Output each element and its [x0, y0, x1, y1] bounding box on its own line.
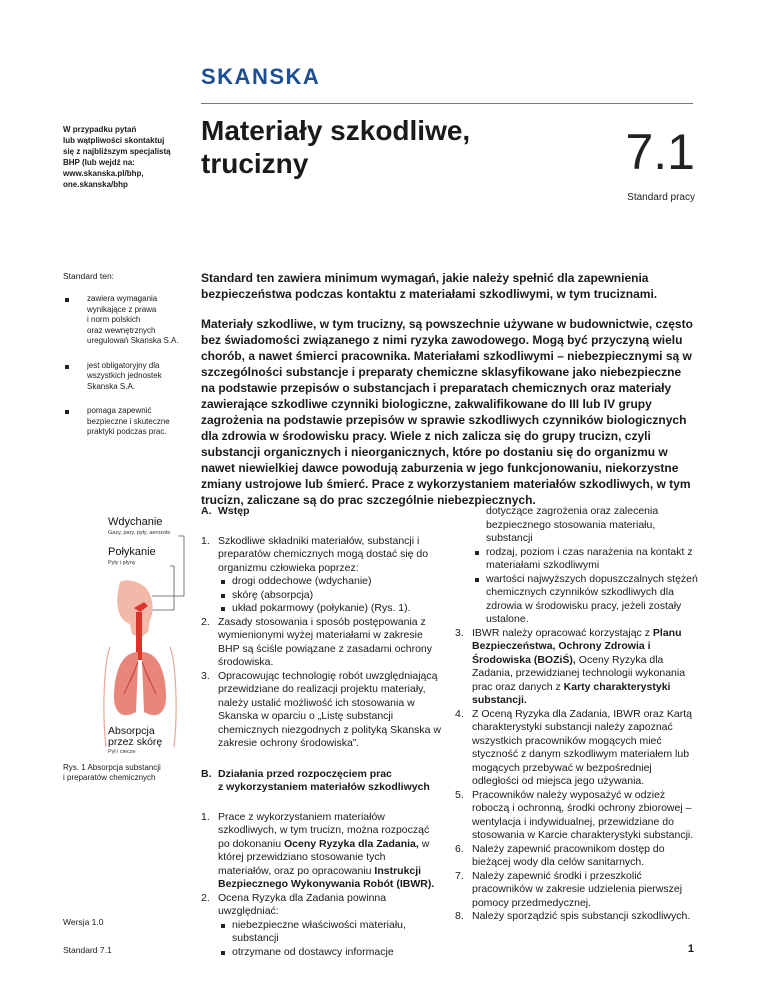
standard-number: 7.1: [625, 124, 695, 180]
head-icon: [117, 580, 152, 638]
contact-info: W przypadku pytań lub wątpliwości skontaktuj się z najbliższym specjalistą BHP (lub wejdź na: www.skanska.pl/bhp, one.skanska/bhp: [63, 124, 183, 190]
sidebar-heading: Standard ten:: [63, 271, 115, 281]
list-item: rodzaj, poziom i czas narażenia na kontakt z materiałami szkodliwymi: [472, 546, 700, 573]
section-b-heading: B. Działania przed rozpoczęciem prac z wykorzystaniem materiałów szkodliwych: [201, 767, 430, 793]
connector-line: [152, 536, 184, 596]
list-item: 6. Należy zapewnić pracownikom dostęp do bieżącej wody dla celów sanitarnych.: [455, 842, 665, 868]
intro-paragraph-2: Materiały szkodliwe, w tym trucizny, są powszechnie używane w budownictwie, często bez świadomości związanego z nimi ryzyka zawodowego. Mogą być przyczyną wielu chorób, a nawet śmierci pracownika. Materiałami szkodliwymi – niebezpiecznymi są w szczególności substancje i preparaty chemiczne sklasyfikowane jako niebezpieczne na podstawie przepisów o substancjach i preparatach chemicznych oraz materiały zawierające szkodliwe czynniki biologiczne, zakwalifikowane do III lub IV grupy zagrożenia na podstawie przepisów w sprawie szkodliwych czynników biologicznych dla zdrowia w środowisku pracy. Wiele z nich zalicza się do grupy trucizn, czyli substancji organicznych i nieorganicznych, które po dostaniu się do organizmu w nawet niewielkiej dawce powodują zaburzenia w jego funkcjonowaniu, niekorzystne zmiany ustrojowe lub śmierć. Prace z wykorzystaniem materiałów szkodliwych, w tym trucizn, zaliczane są do prac szczególnie niebezpiecznych.: [201, 317, 693, 507]
list-item: 3. IBWR należy opracować korzystając z Planu Bezpieczeństwa, Ochrony Zdrowia i Środowiska (BOZiŚ), Oceny Ryzyka dla Zadania, przewidzianej technologii wykonania prac oraz danych z Karty charakterystyki substancji.: [455, 626, 686, 706]
list-item: 4. Z Oceną Ryzyka dla Zadania, IBWR oraz Kartą charakterystyki substancji należy zapoznać wszystkich pracowników mogących mieć styczność z danym szkodliwym materiałem lub mogących przebywać w bezpośredniej odległości od miejsca jego używania.: [455, 707, 693, 787]
absorption-figure: [100, 512, 200, 757]
list-item: 2. Ocena Ryzyka dla Zadania powinna uwzględniać: niebezpieczne właściwości materiału, substancji otrzymane od dostawcy informacje: [201, 892, 441, 960]
section-a-heading: A. Wstęp: [201, 505, 250, 517]
list-item: 3. Opracowując technologię robót uwzględniającą przewidziane do realizacji projektu materiały, należy ustalić możliwość ich stosowania w Skanska w oparciu o „Listę substancji chemicznych niezgodnych z polityką Skanska w zakresie ochrony środowiska”.: [201, 669, 441, 749]
page-title: Materiały szkodliwe, trucizny: [201, 115, 471, 179]
svg-text:Gazy, pary, pyły, aerozole: Gazy, pary, pyły, aerozole: [108, 530, 171, 536]
sidebar-list: [63, 294, 188, 452]
list-item: 1. Prace z wykorzystaniem materiałów szkodliwych, w tym trucizn, można rozpocząć po dokonaniu Oceny Ryzyka dla Zadania, w której przewidziano stosowanie tych materiałów, oraz po opracowaniu Instrukcji Bezpiecznego Wykonywania Robót (IBWR).: [201, 810, 435, 890]
list-item: 2. Zasady stosowania i sposób postępowania z wymienionymi wyżej materiałami w zakresie BHP są ściśle powiązane z zasadami ochrony środowiska.: [201, 615, 432, 668]
figure-label-inhalation: Wdychanie: [108, 516, 163, 528]
list-item: 5. Pracowników należy wyposażyć w odzież roboczą i ochronną, środki ochrony zbiorowej – wentylacja i indywidualnej, przewidziane do stosowania w Karcie charakterystyki substancji.: [455, 788, 694, 841]
section-a-list: [201, 535, 441, 751]
document-type: Standard pracy: [627, 192, 695, 203]
left-lung-icon: [114, 652, 138, 715]
list-item: 7. Należy zapewnić środki i przeszkolić pracowników w zakresie udzielenia pierwszej pomocy przedmedycznej.: [455, 869, 683, 909]
svg-text:przez skórę: przez skórę: [108, 736, 163, 748]
figure-label-ingestion: Połykanie: [108, 546, 156, 558]
intro-paragraph: Standard ten zawiera minimum wymagań, jakie należy spełnić dla zapewnienia bezpieczeństwa podczas kontaktu z materiałami szkodliwymi, w tym truciznami.: [201, 271, 658, 301]
list-item: 8. Należy sporządzić spis substancji szkodliwych.: [455, 910, 691, 922]
one-skanska-link[interactable]: one.skanska/bhp: [63, 180, 128, 189]
connector-line: [152, 566, 174, 610]
footer-label: Standard 7.1: [63, 945, 112, 955]
content-column-2: dotyczące zagrożenia oraz zalecenia bezpiecznego stosowania materiału, substancji rodzaj, poziom i czas narażenia na kontakt z materiałami szkodliwymi wartości najwyższych dopuszczalnych stężeń chemicznych czynników szkodliwych dla zdrowia w środowisku pracy, jeżeli zostały ustalone. 3. IBWR należy opracować korzystając z Planu Bezpieczeństwa, Ochrony Zdrowia i Środowiska (BOZiŚ), Oceny Ryzyka dla Zadania, przewidzianej technologii wykonania prac oraz danych z Karty charakterystyki substancji. 4. Z Oceną Ryzyka dla Zadania, IBWR oraz Kartą charakterystyki substancji należy zapoznać wszystkich pracowników mogących mieć styczność z danym szkodliwym materiałem lub mogących przebywać w bezpośredniej odległości od miejsca jego używania. 5. Pracowników należy wyposażyć w odzież roboczą i ochronną, środki ochrony zbiorowej – wentylacja i indywidualnej, przewidziane do stosowania w Karcie charakterystyki substancji. 6. Należy zapewnić pracownikom dostęp do bieżącej wody dla celów sanitarnych. 7. Należy zapewnić środki i przeszkolić pracowników w zakresie udzielenia pierwszej pomocy przedmedycznej. 8. Należy sporządzić spis substancji szkodliwych.: [455, 505, 700, 924]
svg-text:Pył i ciecze: Pył i ciecze: [108, 749, 136, 755]
sidebar-item: pomaga zapewnić bezpieczne i skuteczne praktyki podczas prac.: [63, 406, 188, 438]
figure-caption: Rys. 1 Absorpcja substancji i preparatów chemicznych: [63, 763, 161, 782]
list-item: wartości najwyższych dopuszczalnych stężeń chemicznych czynników szkodliwych dla zdrowia w środowisku pracy, jeżeli zostały ustalone.: [472, 573, 700, 627]
svg-text:Pyły i płyny: Pyły i płyny: [108, 560, 136, 566]
page-number: 1: [687, 943, 694, 955]
content-column-1: [201, 505, 441, 959]
section-b-list: [201, 811, 441, 960]
header-divider: [201, 103, 693, 104]
version-label: Wersja 1.0: [63, 917, 104, 927]
sidebar-item: jest obligatoryjny dla wszystkich jednostek Skanska S.A.: [63, 361, 188, 393]
figure-label-absorption: Absorpcja: [108, 725, 155, 737]
bhp-link[interactable]: www.skanska.pl/bhp,: [63, 169, 144, 178]
right-lung-icon: [142, 652, 166, 715]
sidebar-item: zawiera wymagania wynikające z prawa i norm polskich oraz wewnętrznych uregulowań Skanska S.A.: [63, 294, 188, 347]
list-item: 1. Szkodliwe składniki materiałów, substancji i preparatów chemicznych mogą dostać się do organizmu człowieka poprzez: drogi oddechowe (wdychanie) skórę (absorpcja) układ pokarmowy (połykanie) (Rys. 1).: [201, 535, 441, 616]
skanska-logo: SKANSKA: [201, 64, 321, 89]
section-b-list-cont: [455, 627, 700, 924]
